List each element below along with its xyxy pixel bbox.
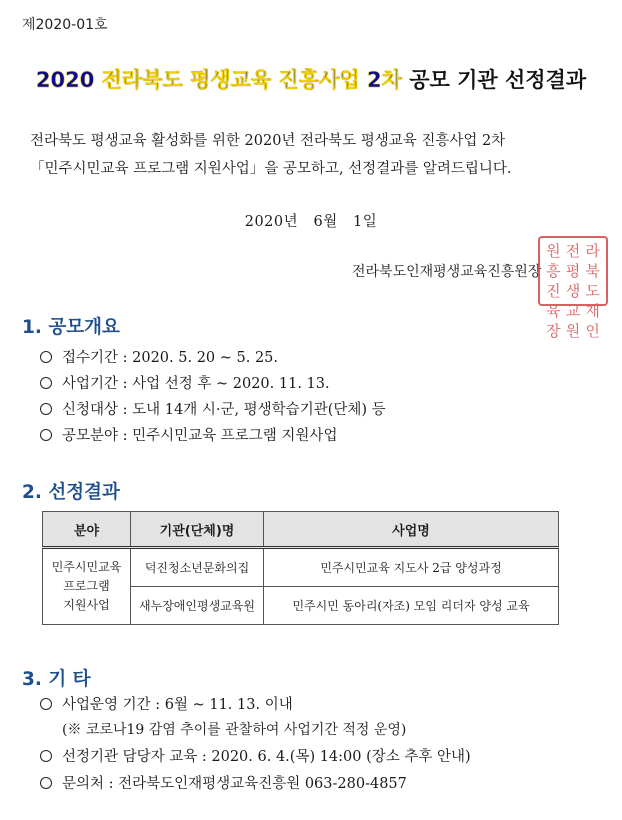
circle-bullet-icon xyxy=(40,429,52,441)
seal-char: 북 xyxy=(585,262,600,280)
etc-item xyxy=(40,772,407,793)
circle-bullet-icon xyxy=(40,377,52,389)
table-header-row xyxy=(43,512,559,548)
seal-char: 재 xyxy=(585,302,600,320)
seal-char: 전 xyxy=(565,242,581,260)
seal-char: 도 xyxy=(585,282,600,300)
official-seal xyxy=(538,236,608,340)
circle-bullet-icon xyxy=(40,403,52,415)
seal-char: 진 xyxy=(546,282,561,300)
circle-bullet-icon xyxy=(40,777,52,789)
table-row xyxy=(43,548,559,587)
overview-item-text: 신청대상 : 도내 14개 시·군, 평생학습기관(단체) 등 xyxy=(62,402,386,418)
seal-char: 교 xyxy=(565,302,581,320)
section-heading-overview: 1. 공모개요 xyxy=(22,317,120,338)
seal-char: 평 xyxy=(565,262,581,280)
seal-char: 생 xyxy=(565,282,581,300)
field-cell xyxy=(43,548,131,625)
circle-bullet-icon xyxy=(40,750,52,762)
page-title xyxy=(0,64,622,94)
field-line: 지원사업 xyxy=(63,598,110,612)
overview-item-text: 접수기간 : 2020. 5. 20 ~ 5. 25. xyxy=(62,350,279,366)
field-line: 민주시민교육 xyxy=(51,560,122,574)
overview-item xyxy=(40,346,278,367)
section-heading-results: 2. 선정결과 xyxy=(22,482,120,503)
title-highlight: 2020 전라북도 평생교육 진흥사업 2차 xyxy=(35,68,402,92)
section-heading-etc: 3. 기 타 xyxy=(22,669,91,690)
seal-char: 인 xyxy=(585,322,600,340)
project-cell: 민주시민교육 지도사 2급 양성과정 xyxy=(264,548,559,587)
etc-note: (※ 코로나19 감염 추이를 관찰하여 사업기간 적정 운영) xyxy=(62,722,407,738)
signer-name: 전라북도인재평생교육진흥원장 xyxy=(352,264,542,280)
column-header-field: 분야 xyxy=(43,512,131,548)
intro-line-2: 「민주시민교육 프로그램 지원사업」을 공모하고, 선정결과를 알려드립니다. xyxy=(30,161,512,177)
etc-item-text: 사업운영 기간 : 6월 ~ 11. 13. 이내 xyxy=(62,697,293,713)
seal-char: 장 xyxy=(546,322,561,340)
results-table xyxy=(42,511,559,625)
overview-item-text: 사업기간 : 사업 선정 후 ~ 2020. 11. 13. xyxy=(62,376,330,392)
overview-item xyxy=(40,372,330,393)
seal-char: 원 xyxy=(546,242,561,260)
org-cell: 새누장애인평생교육원 xyxy=(131,587,264,625)
org-cell: 덕진청소년문화의집 xyxy=(131,548,264,587)
etc-item-text: 선정기관 담당자 교육 : 2020. 6. 4.(목) 14:00 (장소 추후 안내) xyxy=(62,749,471,765)
project-cell: 민주시민 동아리(자조) 모임 리더자 양성 교육 xyxy=(264,587,559,625)
notice-date: 2020년 6월 1일 xyxy=(244,214,378,230)
document-number: 제2020-01호 xyxy=(22,17,108,33)
field-line: 프로그램 xyxy=(63,579,110,593)
seal-char: 육 xyxy=(546,302,561,320)
overview-item-text: 공모분야 : 민주시민교육 프로그램 지원사업 xyxy=(62,428,338,444)
overview-item xyxy=(40,424,337,445)
seal-char: 흥 xyxy=(546,262,561,280)
intro-line-1: 전라북도 평생교육 활성화를 위한 2020년 전라북도 평생교육 진흥사업 2차 xyxy=(30,133,506,149)
column-header-org: 기관(단체)명 xyxy=(131,512,264,548)
column-header-project: 사업명 xyxy=(264,512,559,548)
circle-bullet-icon xyxy=(40,698,52,710)
circle-bullet-icon xyxy=(40,351,52,363)
seal-char: 라 xyxy=(585,242,600,260)
seal-char: 원 xyxy=(565,322,581,340)
etc-item xyxy=(40,745,471,766)
etc-item-text: 문의처 : 전라북도인재평생교육진흥원 063-280-4857 xyxy=(62,776,407,792)
title-rest: 공모 기관 선정결과 xyxy=(401,68,587,92)
etc-item xyxy=(40,693,293,714)
overview-item xyxy=(40,398,386,419)
